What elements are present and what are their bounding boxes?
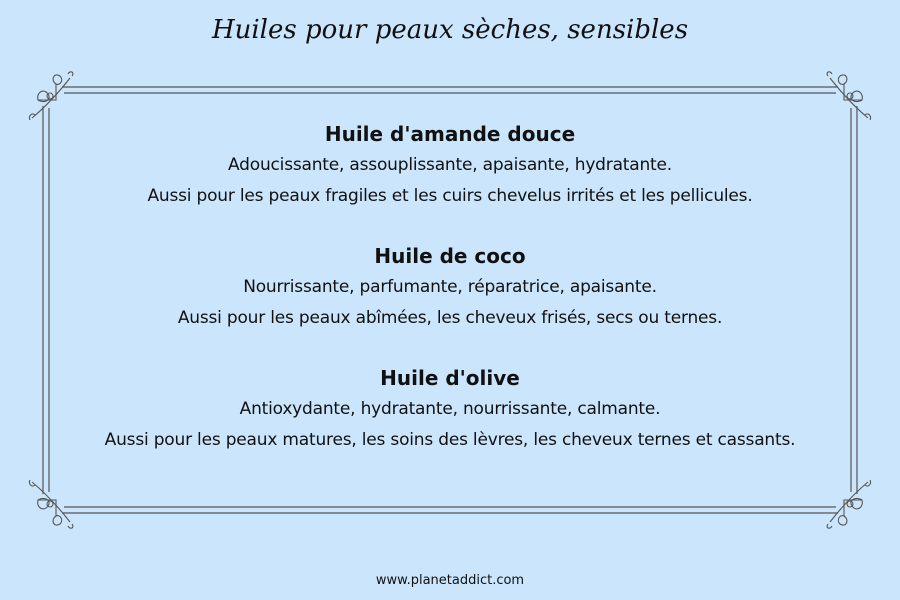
oil-section-olive bbox=[60, 362, 840, 456]
corner-ornament-bottom-left bbox=[29, 480, 72, 528]
corner-ornament-top-left bbox=[29, 72, 72, 120]
oil-heading: Huile d'olive bbox=[380, 366, 520, 390]
oil-section-coco bbox=[60, 240, 840, 334]
oil-properties: Antioxydante, hydratante, nourrissante, calmante. bbox=[239, 399, 661, 419]
oil-heading: Huile de coco bbox=[374, 244, 526, 268]
corner-ornament-top-right bbox=[827, 72, 870, 120]
oil-list bbox=[60, 118, 840, 484]
oil-section-amande bbox=[60, 118, 840, 212]
oil-heading: Huile d'amande douce bbox=[324, 122, 576, 146]
page-title: Huiles pour peaux sèches, sensibles bbox=[211, 15, 689, 45]
corner-ornament-bottom-right bbox=[827, 480, 870, 528]
oil-uses: Aussi pour les peaux fragiles et les cuirs chevelus irrités et les pellicules. bbox=[147, 186, 753, 206]
oil-uses: Aussi pour les peaux matures, les soins des lèvres, les cheveux ternes et cassants. bbox=[104, 430, 796, 450]
footer-website: www.planetaddict.com bbox=[375, 573, 525, 588]
oil-properties: Adoucissante, assouplissante, apaisante, hydratante. bbox=[228, 155, 672, 175]
oil-uses: Aussi pour les peaux abîmées, les cheveux frisés, secs ou ternes. bbox=[177, 308, 723, 328]
oil-properties: Nourrissante, parfumante, réparatrice, apaisante. bbox=[243, 277, 657, 297]
